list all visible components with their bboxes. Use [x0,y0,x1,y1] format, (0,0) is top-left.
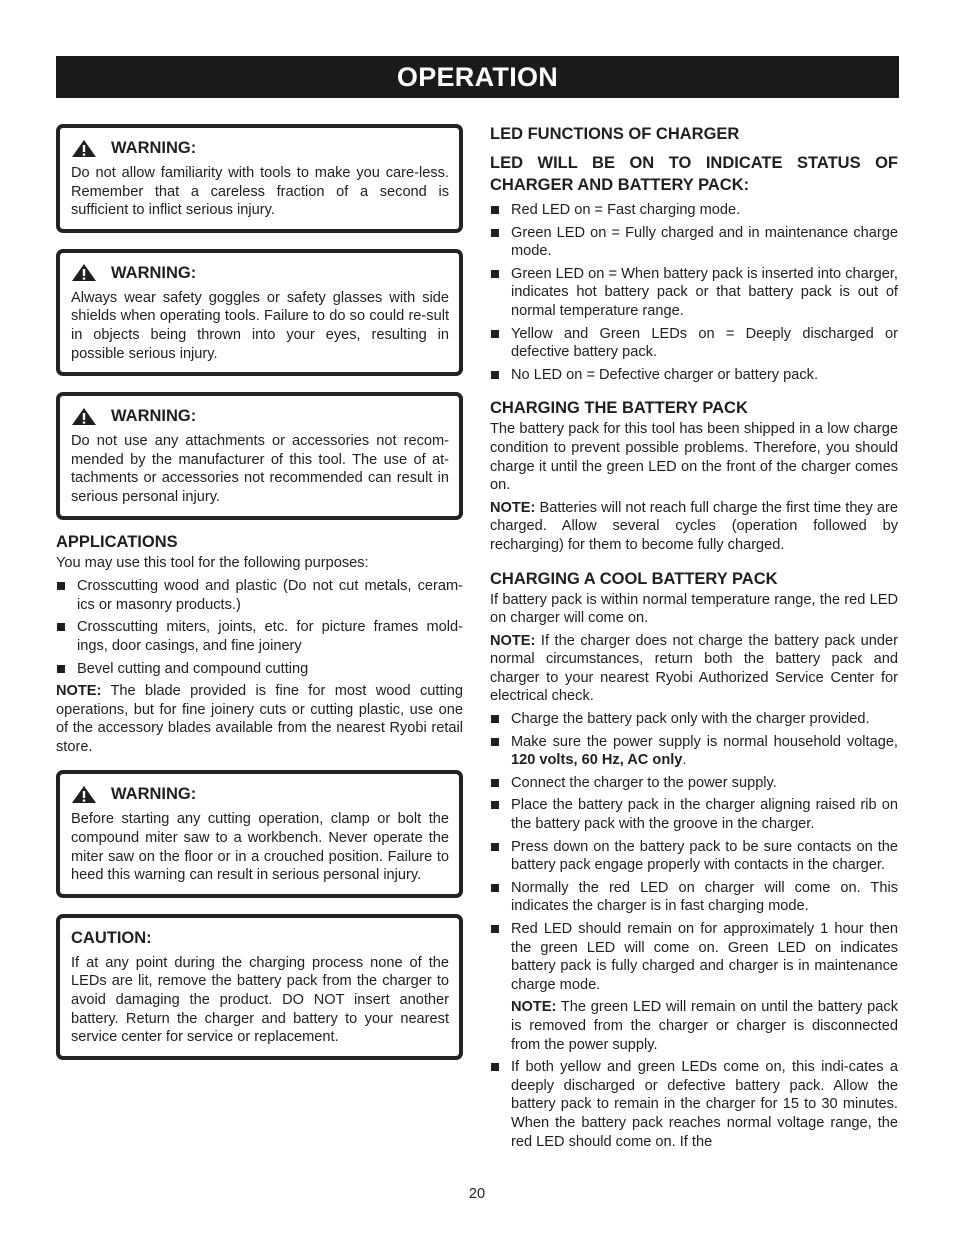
warning-box-goggles [56,249,463,376]
cool-battery-heading: CHARGING A COOL BATTERY PACK [490,569,778,588]
list-item: Normally the red LED on charger will come on. This indicates the charger is in fast charging mode. [490,879,898,916]
warning-title [71,263,449,283]
list-item [490,733,898,770]
warning-title [71,138,449,158]
cool-battery-note [490,632,898,706]
cool-battery-section [490,569,898,1152]
left-column [56,124,463,1076]
list-item: Connect the charger to the power supply. [490,774,898,793]
charging-section [490,398,898,554]
warning-label: WARNING: [111,407,197,426]
caution-label: CAUTION: [71,928,152,947]
charging-steps-list-cont [490,1058,898,1151]
warning-text: Before starting any cutting operation, clamp or bolt the compound miter saw to a workbench. Never operate the miter saw on the floor or in a crouched position. Failure to heed this warning can result in serious personal injury. [71,811,449,884]
list-item: No LED on = Defective charger or battery pack. [490,366,898,385]
charging-note [490,499,898,555]
charging-text: The battery pack for this tool has been shipped in a low charge condition to prevent possible problems. Therefore, you should charge it until the green LED on the front of the charger comes on. [490,421,898,494]
warning-box-attachments [56,392,463,519]
led-functions-heading: LED FUNCTIONS OF CHARGER [490,125,740,143]
list-item: Green LED on = Fully charged and in maintenance charge mode. [490,224,898,261]
warning-title [71,784,449,804]
list-item: Place the battery pack in the charger aligning raised rib on the battery pack with the groove in the charger. [490,796,898,833]
note-label: NOTE: [490,499,536,516]
note-text: The blade provided is fine for most wood cutting operations, but for fine joinery cuts or cutting plastic, use one of the accessory blades available from the nearest Ryobi retail store. [56,683,463,755]
warning-label: WARNING: [111,785,197,804]
caution-box [56,914,463,1060]
list-item: Green LED on = When battery pack is inserted into charger, indicates hot battery pack or that battery pack is out of normal temperature range. [490,265,898,321]
caution-title [71,928,449,948]
applications-intro: You may use this tool for the following purposes: [56,554,369,571]
warning-triangle-icon [71,263,97,282]
note-text: Batteries will not reach full charge the first time they are charged. Allow several cycles (operation followed by recharging) for them to become fully charged. [490,499,898,553]
voltage-spec: 120 volts, 60 Hz, AC only [511,752,683,769]
note-text: If the charger does not charge the battery pack under normal circumstances, return both the battery pack and charger to your nearest Ryobi Authorized Service Center for electrical check. [490,632,898,705]
list-item: Press down on the battery pack to be sure contacts on the battery pack engage properly with contacts in the charger. [490,838,898,875]
charging-heading: CHARGING THE BATTERY PACK [490,399,748,418]
warning-triangle-icon [71,407,97,426]
right-column [490,124,898,1155]
led-status-list [490,201,898,384]
warning-label: WARNING: [111,263,197,282]
list-item: Red LED on = Fast charging mode. [490,201,898,220]
warning-text: Do not use any attachments or accessories not recom-mended by the manufacturer of this tool. The use of at-tachments or accessories not recommended can result in serious personal injury. [71,433,449,505]
led-note [490,998,898,1054]
warning-text: Always wear safety goggles or safety glasses with side shields when operating tools. Failure to do so could re-sult in objects being thrown into your eyes, resulting in possible serious injury. [71,289,449,362]
charging-steps-list [490,710,898,994]
warning-box-clamp [56,770,463,897]
page-banner: OPERATION [56,56,899,98]
warning-triangle-icon [71,785,97,804]
applications-heading: APPLICATIONS [56,532,178,551]
warning-box-familiarity [56,124,463,233]
note-label: NOTE: [511,999,557,1016]
applications-note [56,682,463,756]
led-status-subheading: LED WILL BE ON TO INDICATE STATUS OF CHARGER AND BATTERY PACK: [490,154,898,194]
note-text: The green LED will remain on until the battery pack is removed from the charger or charger is disconnected from the power supply. [511,999,898,1053]
applications-section [56,532,463,757]
list-item: If both yellow and green LEDs come on, this indi-cates a deeply discharged or defective battery pack. Allow the battery pack to remain in the charger for 15 to 30 minutes. When the battery pack reaches normal voltage range, the red LED should come on. If the [490,1058,898,1151]
list-item: Bevel cutting and compound cutting [56,660,463,679]
list-item: Yellow and Green LEDs on = Deeply discharged or defective battery pack. [490,325,898,362]
warning-label: WARNING: [111,139,197,157]
item-text: Make sure the power supply is normal household voltage, [511,733,898,750]
note-label: NOTE: [56,683,102,700]
note-label: NOTE: [490,632,536,649]
list-item: Charge the battery pack only with the charger provided. [490,710,898,729]
caution-text: If at any point during the charging process none of the LEDs are lit, remove the battery pack from the charger to avoid damaging the product. DO NOT insert another battery. Return the charger and battery to your nearest service center for service or replacement. [71,954,449,1046]
applications-list [56,577,463,678]
warning-title [71,406,449,426]
list-item: Crosscutting miters, joints, etc. for picture frames mold-ings, door casings, and fine joinery [56,618,463,655]
list-item: Red LED should remain on for approximately 1 hour then the green LED will come on. Green LED on indicates battery pack is fully charged and charger is in maintenance charge mode. [490,920,898,994]
item-text: . [682,752,687,769]
list-item: Crosscutting wood and plastic (Do not cut metals, ceram-ics or masonry products.) [56,577,463,614]
warning-triangle-icon [71,139,97,158]
page-number: 20 [468,1186,486,1202]
warning-text: Do not allow familiarity with tools to make you care-less. Remember that a careless fraction of a second is sufficient to inflict serious injury. [71,165,449,219]
cool-battery-text: If battery pack is within normal temperature range, the red LED on charger will come on. [490,591,898,627]
